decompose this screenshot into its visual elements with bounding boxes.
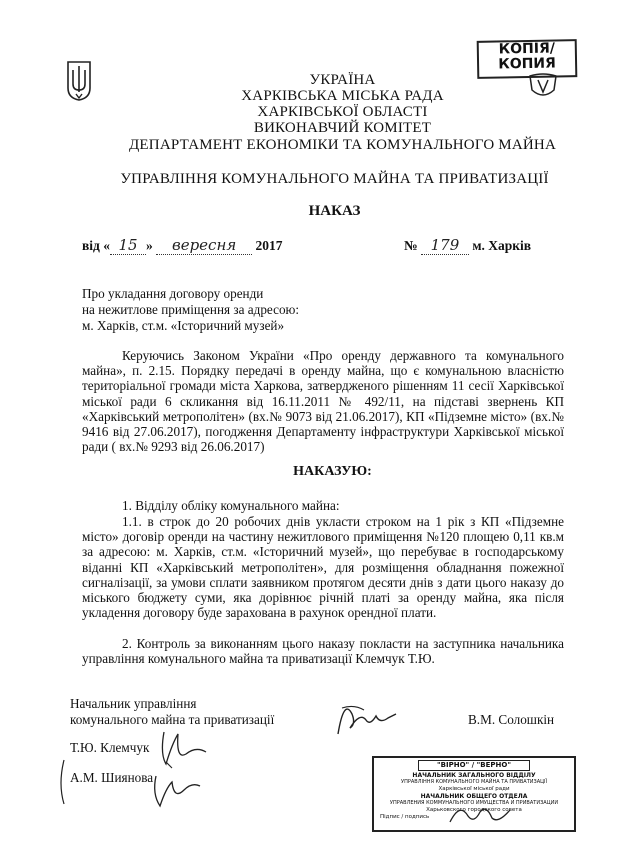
verno-stamp-title: "ВІРНО" / "ВЕРНО" — [418, 760, 530, 771]
city: м. Харків — [472, 238, 532, 253]
order-number: 179 — [421, 236, 469, 255]
item-1: 1. Відділу обліку комунального майна: — [122, 498, 340, 513]
header-region: ХАРКІВСЬКОЇ ОБЛАСТІ — [257, 104, 428, 120]
order-number-line — [404, 236, 531, 255]
position-line-2: комунального майна та приватизації — [70, 712, 275, 727]
verno-stamp-footer: Підпис / подпись — [380, 814, 430, 820]
handwritten-signature-stamp — [446, 800, 516, 828]
date-mid: » — [146, 238, 153, 253]
subject-line-1: Про укладання договору оренди — [82, 286, 264, 301]
verno-stamp-line-6: Харьковского городского совета — [426, 807, 522, 813]
handwritten-signature-approvals — [56, 724, 216, 824]
item-2: 2. Контроль за виконанням цього наказу покласти на заступника начальника управління комунального майна та приватизації Клемчук Т.Ю. — [82, 636, 564, 667]
signatory-name: В.М. Солошкін — [468, 712, 555, 727]
header-city-council: ХАРКІВСЬКА МІСЬКА РАДА — [241, 88, 444, 104]
date-line — [82, 236, 283, 255]
verno-stamp-line-4: НАЧАЛЬНИК ОБЩЕГО ОТДЕЛА — [420, 793, 528, 800]
date-day: 15 — [110, 236, 146, 255]
copy-stamp-line-2: КОПИЯ — [498, 55, 557, 73]
verno-stamp-line-1: НАЧАЛЬНИК ЗАГАЛЬНОГО ВІДДІЛУ — [412, 772, 536, 779]
date-month: вересня — [156, 236, 252, 255]
date-year: 2017 — [255, 238, 283, 253]
subject-block — [82, 286, 299, 334]
approval-klemchuk: Т.Ю. Клемчук — [70, 740, 150, 755]
date-prefix: від « — [82, 238, 110, 253]
subject-line-2: на нежитлове приміщення за адресою: — [82, 302, 300, 317]
header-ukraine: УКРАЇНА — [309, 72, 376, 88]
verno-stamp-line-2: УПРАВЛІННЯ КОМУНАЛЬНОГО МАЙНА ТА ПРИВАТИЗАЦІЇ — [401, 779, 547, 785]
number-label: № — [404, 238, 418, 253]
verno-stamp-line-5: УПРАВЛЕНИЯ КОММУНАЛЬНОГО ИМУЩЕСТВА И ПРИВАТИЗАЦИИ — [389, 800, 559, 806]
order-heading: НАКАЗУЮ: — [293, 464, 372, 479]
subject-line-3: м. Харків, ст.м. «Історичний музей» — [82, 318, 285, 333]
order-title: НАКАЗ — [308, 203, 361, 219]
preamble: Керуючись Законом України «Про оренду державного та комунального майна», п. 2.15. Порядку передачі в оренду майна, що є комунальною власністю територіальної громади міста Харкова, затвердженого рішенням 11 сесії Харківської міської ради 6 скликання від 16.11.2011 № 492/11, на підставі звернень КП «Харківський метрополітен» (вх.№ 9073 від 21.06.2017), КП «Підземне місто» (вх.№ 9416 від 27.06.2017), погодження Департаменту інфраструктури Харківської міської ради ( вх.№ 9293 від 26.06.2017) — [82, 348, 564, 455]
header-executive-committee: ВИКОНАВЧИЙ КОМІТЕТ — [253, 120, 432, 136]
verno-stamp-line-3: Харківської міської ради — [438, 786, 510, 792]
copy-stamp-line-1: КОПІЯ/ — [498, 40, 556, 58]
header-directorate: УПРАВЛІННЯ КОМУНАЛЬНОГО МАЙНА ТА ПРИВАТИЗАЦІЇ — [120, 171, 549, 187]
handwritten-signature-director — [330, 694, 400, 740]
position-line-1: Начальник управління — [70, 696, 197, 711]
header-department: ДЕПАРТАМЕНТ ЕКОНОМІКИ ТА КОМУНАЛЬНОГО МАЙНА — [129, 137, 556, 153]
item-1-1: 1.1. в строк до 20 робочих днів укласти строком на 1 рік з КП «Підземне місто» договір оренди на частину нежитлового приміщення №120 площею 0,11 кв.м за адресою: м. Харків, ст.м. «Історичний музей», що перебуває в господарському віданні КП «Харківський метрополітен», для розміщення обладнання пожежної сигналізації, за умови сплати заявником протягом десяти днів з дати цього наказу до міського бюджету суми, яка дорівнює річній платі за оренду майна, яка після укладення договору буде зарахована в рахунок орендної плати. — [82, 514, 564, 621]
approval-shiyanova: А.М. Шиянова — [70, 770, 154, 785]
